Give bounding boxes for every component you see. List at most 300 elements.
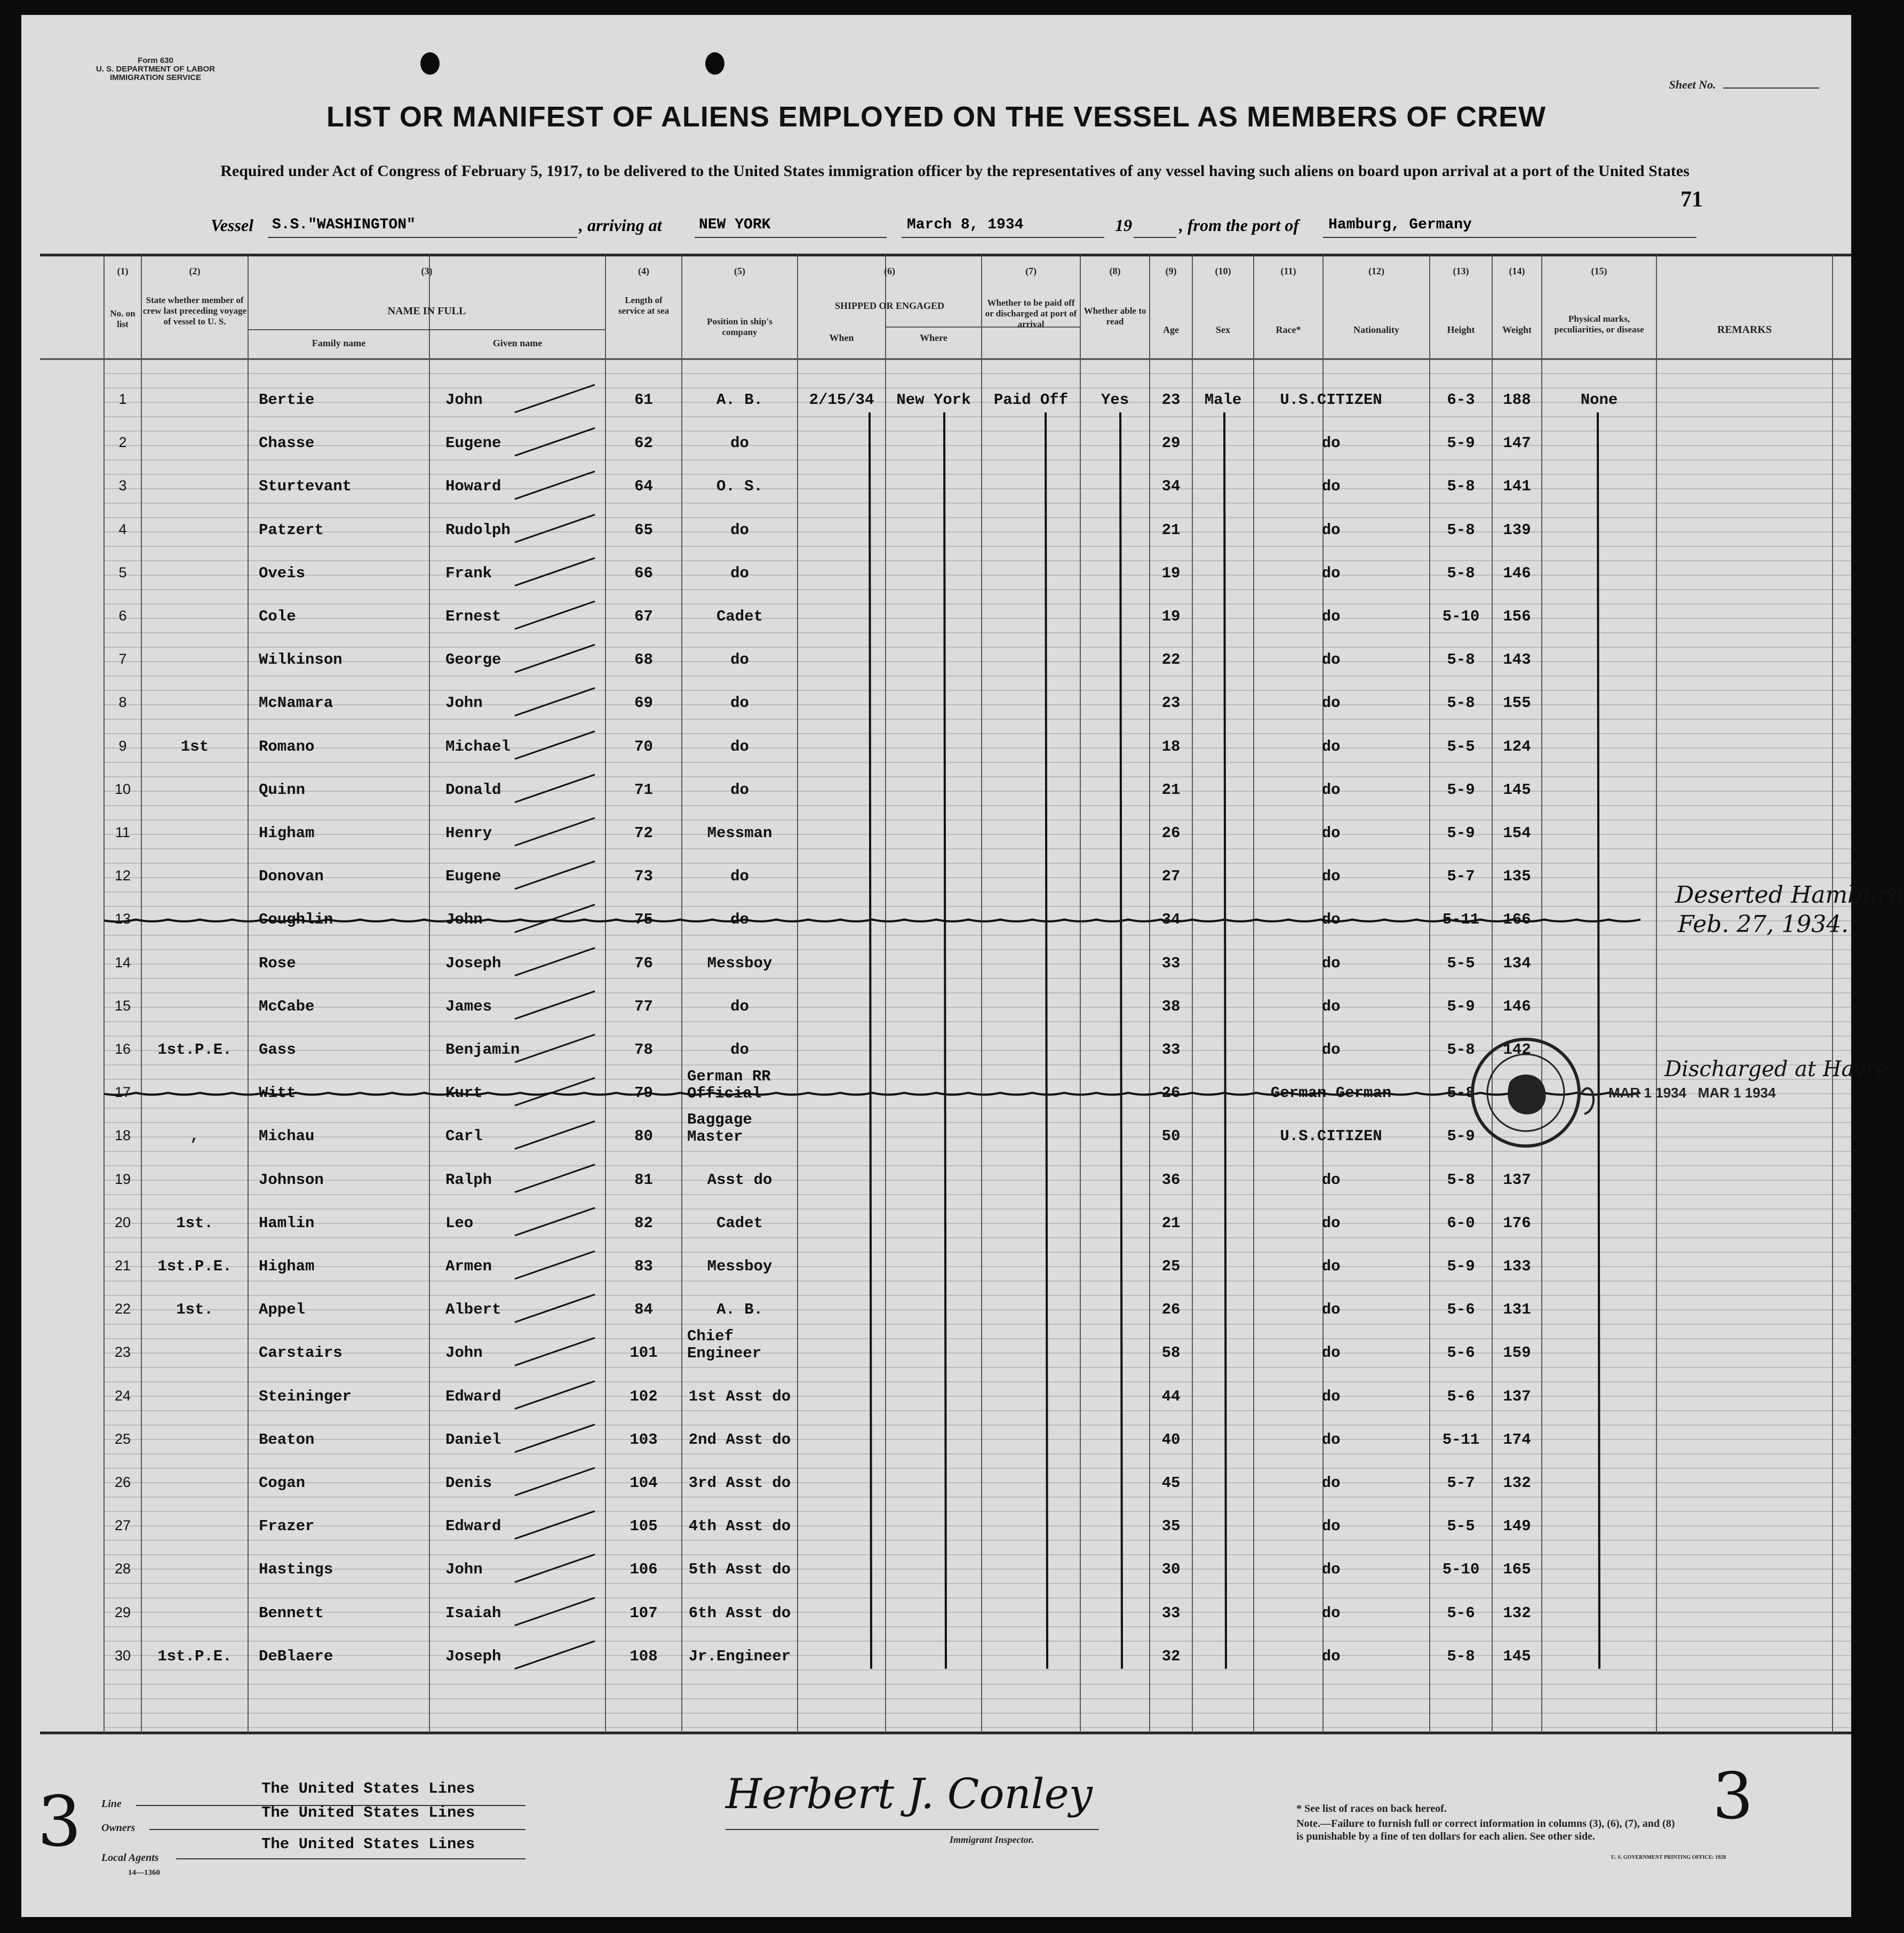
header-height: Height [1447,324,1475,335]
row-length: 77 [634,997,653,1015]
row-weight: 141 [1503,478,1531,496]
header-name: NAME IN FULL [387,305,466,317]
row-number: 4 [118,521,127,537]
row-age: 33 [1161,1041,1181,1059]
row-number: 9 [118,737,127,754]
row-weight: 132 [1503,1604,1531,1622]
arrival-date: March 8, 1934 [907,217,1024,233]
row-race: do [1321,1041,1341,1059]
row-given-name: John [445,1344,483,1362]
row-family-name: McCabe [259,997,315,1015]
row-position: A. B. [716,391,763,409]
consulate-stamp [1459,1013,1603,1173]
form-department: U. S. DEPARTMENT OF LABOR [96,65,216,74]
row-family-name: Donovan [259,868,324,886]
row-family-name: Patzert [259,521,324,539]
row-family-name: Michau [259,1127,315,1146]
column-number: (15) [1591,266,1607,276]
pen-stroke [1120,412,1122,1669]
row-race: do [1321,521,1341,539]
row-race: do [1321,737,1341,755]
row-race: do [1321,1604,1341,1622]
row-family-name: Cogan [259,1474,306,1492]
row-position: Cadet [716,608,763,625]
row-family-name: Witt [259,1084,296,1102]
row-given-name: John [445,911,483,929]
row-given-name: Joseph [445,1647,501,1665]
row-weight: 155 [1503,694,1531,712]
row-weight: 137 [1503,1171,1531,1189]
remark-discharged: Discharged at Havre [1664,1057,1889,1081]
row-marks: None [1580,391,1618,409]
row-length: 78 [634,1041,653,1059]
row-position: do [730,1041,749,1059]
row-age: 25 [1161,1258,1181,1275]
row-length: 103 [630,1430,658,1449]
row-given-name: John [445,694,483,712]
row-position: A. B. [716,1301,763,1319]
row-race: do [1321,781,1341,799]
row-number: 16 [114,1041,131,1057]
row-number: 1 [118,391,127,407]
header-age: Age [1163,324,1179,335]
row-position: Baggage Master [687,1111,752,1146]
header-position: Position in ship's company [707,316,772,337]
row-race: do [1321,1301,1341,1319]
row-position: do [730,997,749,1015]
row-given-name: John [445,1561,483,1579]
row-position: do [730,737,749,755]
row-family-name: Sturtevant [259,478,352,496]
row-height: 5-8 [1447,1171,1475,1189]
stamp-date-1: MAR 1 1934 [1608,1085,1686,1101]
row-given-name: Armen [445,1258,492,1275]
row-number: 5 [118,564,127,580]
row-family-name: McNamara [259,694,333,712]
row-state: 1st. [176,1214,213,1232]
row-length: 105 [630,1517,658,1536]
row-position: Cadet [716,1214,763,1232]
printer-credit: U. S. GOVERNMENT PRINTING OFFICE: 1928 [1611,1855,1726,1860]
row-family-name: Oveis [259,564,306,582]
row-number: 11 [115,824,131,840]
arriving-label: , arriving at [579,216,662,235]
row-family-name: Chasse [259,434,315,452]
row-given-name: George [445,651,501,669]
row-race: do [1321,954,1341,972]
row-given-name: Henry [445,824,492,842]
row-position: Messboy [707,954,772,972]
row-race: do [1321,1561,1341,1579]
row-position: do [730,781,749,799]
row-state: 1st.P.E. [157,1258,232,1275]
row-given-name: Howard [445,478,501,496]
row-sex: Male [1204,391,1242,409]
row-given-name: James [445,997,492,1015]
header-race: Race* [1276,324,1301,335]
row-family-name: Bennett [259,1604,324,1622]
row-length: 72 [634,824,653,842]
row-height: 5-7 [1447,868,1475,886]
row-given-name: Ernest [445,608,501,625]
row-state: 1st.P.E. [157,1041,232,1059]
manifest-sheet [21,15,1904,1917]
row-family-name: Steininger [259,1387,352,1405]
row-weight: 188 [1503,391,1531,409]
row-family-name: Cole [259,608,296,625]
row-weight: 145 [1503,781,1531,799]
row-length: 69 [634,694,653,712]
row-weight: 149 [1503,1517,1531,1536]
row-age: 33 [1161,954,1181,972]
row-length: 107 [630,1604,658,1622]
column-number: (9) [1165,266,1177,276]
from-port-label: , from the port of [1179,216,1299,235]
owners-value: The United States Lines [261,1804,475,1821]
row-position: 1st Asst do [688,1387,791,1405]
row-position: O. S. [716,478,763,496]
row-given-name: Kurt [445,1084,483,1102]
row-height: 6-3 [1447,391,1475,409]
column-number: (8) [1109,266,1121,276]
row-given-name: Joseph [445,954,501,972]
row-read: Yes [1101,391,1129,409]
pen-stroke [870,412,871,1669]
row-height: 5-6 [1447,1344,1475,1362]
row-age: 45 [1161,1474,1181,1492]
row-given-name: Michael [445,737,511,755]
row-height: 5-9 [1447,434,1475,452]
row-number: 19 [114,1171,131,1187]
row-weight: 159 [1503,1344,1531,1362]
column-number: (14) [1509,266,1525,276]
header-when: When [829,332,854,343]
row-length: 84 [634,1301,653,1319]
row-family-name: Frazer [259,1517,315,1536]
row-height: 5-8 [1447,478,1475,496]
sheet-number-label: Sheet No. [1669,78,1820,92]
row-length: 73 [634,868,653,886]
row-family-name: Carstairs [259,1344,342,1362]
row-age: 22 [1161,651,1181,669]
row-height: 5-8 [1447,694,1475,712]
row-age: 26 [1161,824,1181,842]
column-number: (6) [884,266,895,276]
row-family-name: Gass [259,1041,296,1059]
row-where: New York [896,391,971,409]
row-length: 80 [634,1127,653,1146]
row-race: do [1321,651,1341,669]
header-given: Given name [492,338,543,348]
row-age: 21 [1161,1214,1181,1232]
agents-label: Local Agents [101,1852,159,1864]
row-weight: 137 [1503,1387,1531,1405]
row-race: do [1321,1344,1341,1362]
row-number: 2 [118,434,127,451]
row-race: do [1321,824,1341,842]
row-length: 83 [634,1258,653,1275]
row-family-name: Quinn [259,781,306,799]
row-length: 71 [634,781,653,799]
owners-label: Owners [101,1822,136,1834]
row-state: 1st. [176,1301,213,1319]
row-family-name: Beaton [259,1430,315,1449]
row-weight: 174 [1503,1430,1531,1449]
row-race: do [1321,1430,1341,1449]
row-height: 5-6 [1447,1301,1475,1319]
row-number: 21 [114,1258,131,1274]
form-number: Form 630 [138,56,173,65]
row-given-name: Eugene [445,868,501,886]
row-height: 5-8 [1447,521,1475,539]
header-remarks: REMARKS [1717,324,1772,336]
row-given-name: John [445,391,483,409]
row-age: 30 [1161,1561,1181,1579]
header-weight: Weight [1502,324,1532,335]
row-height: 5-5 [1447,737,1475,755]
row-age: 29 [1161,434,1181,452]
row-length: 67 [634,608,653,625]
row-length: 79 [634,1084,653,1102]
row-weight: 124 [1503,737,1531,755]
header-where: Where [920,332,947,343]
row-given-name: Frank [445,564,492,582]
row-length: 70 [634,737,653,755]
row-given-name: Isaiah [445,1604,501,1622]
row-length: 75 [634,911,653,929]
row-number: 27 [114,1517,131,1534]
column-number: (4) [638,266,649,276]
row-given-name: Rudolph [445,521,511,539]
row-length: 106 [630,1561,658,1579]
row-race: do [1321,868,1341,886]
row-given-name: Carl [445,1127,483,1146]
row-weight: 135 [1503,868,1531,886]
row-weight: 143 [1503,651,1531,669]
page-subtitle: Required under Act of Congress of February 5, 1917, to be delivered to the United States immigration officer by the representatives of any vessel having such aliens on board upon arrival at a port of the United States [220,162,1690,180]
row-age: 50 [1161,1127,1181,1146]
stamp-date-2: MAR 1 1934 [1698,1085,1776,1101]
row-length: 81 [634,1171,653,1189]
header-state: State whether member of crew last preceding voyage of vessel to U. S. [142,295,247,327]
row-position: 3rd Asst do [688,1474,791,1492]
row-family-name: Bertie [259,391,315,409]
row-paid: Paid Off [993,391,1069,409]
row-family-name: Hastings [259,1561,333,1579]
row-age: 32 [1161,1647,1181,1665]
row-state: 1st [180,737,209,755]
row-length: 104 [630,1474,658,1492]
row-number: 17 [114,1084,131,1101]
row-age: 26 [1161,1301,1181,1319]
row-race: do [1321,911,1341,929]
line-label: Line [101,1798,122,1810]
row-number: 26 [114,1474,131,1490]
row-height: 5-8 [1447,564,1475,582]
row-position: Jr.Engineer [688,1647,791,1665]
agents-value: The United States Lines [261,1835,475,1853]
row-family-name: Higham [259,824,315,842]
row-race: do [1321,478,1341,496]
remark-deserted: Deserted Hamburg [1675,881,1904,909]
row-position: do [730,521,749,539]
row-race: do [1321,1387,1341,1405]
row-age: 36 [1161,1171,1181,1189]
row-number: 12 [114,868,131,884]
row-given-name: Ralph [445,1171,492,1189]
column-number: (2) [189,266,201,276]
column-number: (10) [1215,266,1231,276]
row-state: , [190,1127,200,1146]
row-position: 2nd Asst do [688,1430,791,1449]
row-age: 19 [1161,608,1181,625]
column-number: (13) [1453,266,1469,276]
row-given-name: Albert [445,1301,501,1319]
row-when: 2/15/34 [809,391,874,409]
row-length: 62 [634,434,653,452]
row-given-name: Donald [445,781,501,799]
row-height: 5-9 [1447,1258,1475,1275]
header-nationality: Nationality [1353,324,1399,335]
row-race: do [1321,694,1341,712]
row-height: 5-8 [1447,651,1475,669]
row-height: 5-5 [1447,954,1475,972]
row-race: U.S.CITIZEN [1280,391,1382,409]
row-number: 29 [114,1604,131,1620]
row-length: 66 [634,564,653,582]
row-family-name: DeBlaere [259,1647,333,1665]
row-number: 23 [114,1344,131,1361]
row-age: 44 [1161,1387,1181,1405]
row-age: 21 [1161,521,1181,539]
row-position: Asst do [707,1171,772,1189]
page-title: LIST OR MANIFEST OF ALIENS EMPLOYED ON THE VESSEL AS MEMBERS OF CREW [326,101,1547,133]
row-position: Chief Engineer [687,1327,762,1363]
row-family-name: Romano [259,737,315,755]
row-length: 61 [634,391,653,409]
row-family-name: Hamlin [259,1214,315,1232]
row-family-name: Appel [259,1301,306,1319]
row-height: 5-11 [1442,1430,1480,1449]
header-marks: Physical marks, peculiarities, or disease [1554,314,1644,335]
row-race: U.S.CITIZEN [1280,1127,1382,1146]
row-age: 18 [1161,737,1181,755]
inspector-label: Immigrant Inspector. [950,1834,1034,1845]
row-position: do [730,434,749,452]
remark-deserted-date: Feb. 27, 1934. [1678,911,1849,938]
row-age: 23 [1161,694,1181,712]
row-height: 5-9 [1447,997,1475,1015]
row-number: 22 [114,1301,131,1317]
row-race: do [1321,1214,1341,1232]
row-weight: 133 [1503,1258,1531,1275]
row-number: 24 [114,1387,131,1404]
row-race: do [1321,608,1341,625]
row-position: do [730,564,749,582]
row-race: do [1321,1517,1341,1536]
row-race: do [1321,434,1341,452]
row-weight: 147 [1503,434,1531,452]
row-number: 3 [118,478,127,494]
row-height: 5-10 [1442,608,1480,625]
row-height: 5-8 [1447,1041,1475,1059]
row-length: 64 [634,478,653,496]
row-age: 26 [1161,1084,1181,1102]
row-family-name: Wilkinson [259,651,342,669]
vessel-label: Vessel [211,216,253,235]
header-paid: Whether to be paid off or discharged at port of arrival [985,298,1077,329]
row-height: 5-7 [1447,1474,1475,1492]
departure-port: Hamburg, Germany [1328,217,1472,233]
row-race: do [1321,1258,1341,1275]
row-weight: 142 [1503,1041,1531,1059]
form-code: 14—1360 [128,1868,160,1877]
row-age: 38 [1161,997,1181,1015]
row-weight: 156 [1503,608,1531,625]
row-given-name: Benjamin [445,1041,520,1059]
row-age: 23 [1161,391,1181,409]
row-weight: 139 [1503,521,1531,539]
row-weight: 131 [1503,1301,1531,1319]
row-race: do [1321,1647,1341,1665]
row-age: 27 [1161,868,1181,886]
row-height: 5-9 [1447,1127,1475,1146]
header-no: No. on list [110,308,136,329]
row-weight: 145 [1503,1647,1531,1665]
row-number: 15 [114,997,131,1014]
row-family-name: Johnson [259,1171,324,1189]
row-position: do [730,911,749,929]
row-family-name: Higham [259,1258,315,1275]
header-sex: Sex [1216,324,1230,335]
row-weight: 134 [1503,954,1531,972]
left-page-mark: 3 [37,1781,82,1862]
row-age: 40 [1161,1430,1181,1449]
row-length: 108 [630,1647,658,1665]
pen-stroke [1224,412,1226,1669]
column-number: (1) [117,266,129,276]
row-given-name: Edward [445,1387,501,1405]
row-position: Messboy [707,1258,772,1275]
row-number: 20 [114,1214,131,1230]
line-value: The United States Lines [261,1780,475,1797]
row-height: 5-10 [1442,1561,1480,1579]
row-height: 5-9 [1447,824,1475,842]
row-number: 18 [114,1127,131,1144]
row-position: do [730,694,749,712]
row-height: 5-11 [1442,911,1480,929]
row-height: 5-5 [1447,1517,1475,1536]
row-length: 68 [634,651,653,669]
row-race: do [1321,564,1341,582]
row-weight: 154 [1503,824,1531,842]
row-given-name: Daniel [445,1430,501,1449]
row-length: 82 [634,1214,653,1232]
row-position: German RR Official [687,1068,771,1103]
header-length: Length of service at sea [618,295,670,316]
row-length: 102 [630,1387,658,1405]
row-position: do [730,651,749,669]
penalty-note: Note.—Failure to furnish full or correct information in columns (3), (6), (7), and (8) is punishable by a fine of ten dollars for each alien. See other side. [1296,1818,1675,1842]
row-family-name: Coughlin [259,911,333,929]
row-number: 30 [114,1647,131,1664]
row-number: 13 [114,911,131,927]
row-race: do [1321,1171,1341,1189]
row-position: 5th Asst do [688,1561,791,1579]
header-shipped: SHIPPED OR ENGAGED [834,300,945,311]
right-page-mark: 3 [1712,1760,1754,1834]
row-height: 5-6 [1447,1387,1475,1405]
